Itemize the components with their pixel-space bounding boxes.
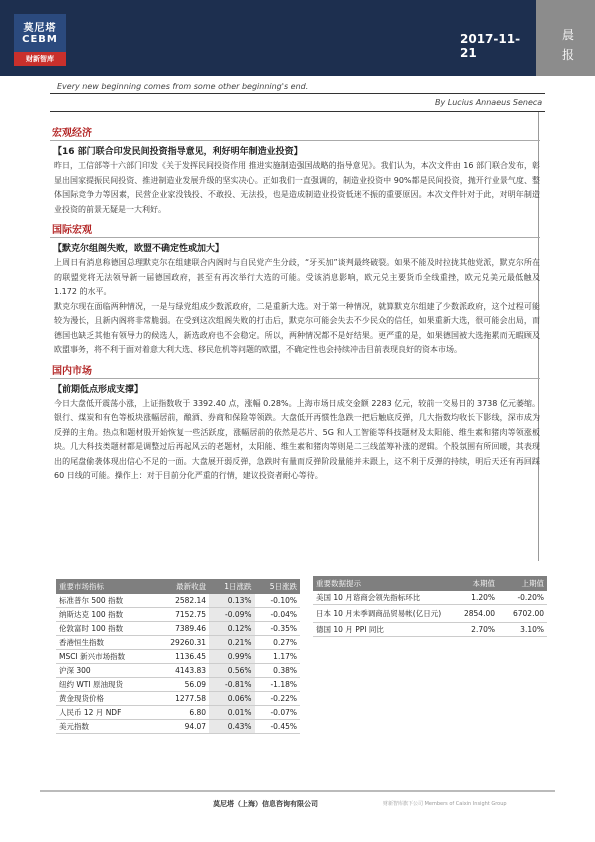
latest-close: 7152.75 xyxy=(152,608,209,622)
table-row xyxy=(56,594,300,608)
key-data-table xyxy=(313,576,547,637)
change-5d: -0.22% xyxy=(255,692,300,706)
change-1d: 0.99% xyxy=(209,650,254,664)
previous-value: 3.10% xyxy=(498,623,547,637)
column-header: 重要市场指标 xyxy=(56,579,152,594)
change-1d: -0.81% xyxy=(209,678,254,692)
table-row xyxy=(56,636,300,650)
column-header: 重要数据提示 xyxy=(313,576,449,591)
change-1d: 0.12% xyxy=(209,622,254,636)
latest-close: 94.07 xyxy=(152,720,209,734)
change-5d: -0.10% xyxy=(255,594,300,608)
change-1d: 0.21% xyxy=(209,636,254,650)
report-type-tab xyxy=(536,0,595,76)
section-subtitle: 【16 部门联合印发民间投资指导意见，利好明年制造业投资】 xyxy=(53,147,303,157)
data-item-name: 美国 10 月谘商会领先指标环比 xyxy=(313,591,449,605)
logo-subtitle: 财新智库 xyxy=(14,52,66,66)
report-body xyxy=(50,120,540,484)
change-5d: 0.27% xyxy=(255,636,300,650)
latest-close: 6.80 xyxy=(152,706,209,720)
section-paragraph: 上周日有消息称德国总理默克尔在组建联合内阁时与自民党产生分歧，“牙买加”谈判最终破裂。如果不能及时拉拢其他党派，默克尔所在的联盟党将无法领导新一届德国政府，甚至有再次举行大选的可能。受该消息影响，欧元兑主要货币全线重挫，欧元兑美元最低触及 1.172 的水平。 xyxy=(54,258,540,296)
table-row xyxy=(56,692,300,706)
latest-close: 29260.31 xyxy=(152,636,209,650)
table-row xyxy=(56,720,300,734)
section-title: 国内市场 xyxy=(50,360,540,379)
market-indicators-table xyxy=(56,579,300,734)
section-subtitle: 【默克尔组阁失败，欧盟不确定性或加大】 xyxy=(53,244,225,254)
change-5d: 0.38% xyxy=(255,664,300,678)
current-value: 2.70% xyxy=(449,623,498,637)
data-item-name: 德国 10 月 PPI 同比 xyxy=(313,623,449,637)
section-international xyxy=(50,219,540,358)
change-5d: 1.17% xyxy=(255,650,300,664)
indicator-name: MSCI 新兴市场指数 xyxy=(56,650,152,664)
table-row xyxy=(56,706,300,720)
motto-quote: Every new beginning comes from some other beginning's end. xyxy=(57,82,309,91)
column-header: 最新收盘 xyxy=(152,579,209,594)
table-row xyxy=(56,650,300,664)
section-domestic-market xyxy=(50,360,540,484)
table-row xyxy=(313,623,547,637)
change-5d: -0.45% xyxy=(255,720,300,734)
section-paragraph: 默克尔现在面临两种情况，一是与绿党组成少数派政府，二是重新大选。对于第一种情况，就算默克尔组建了少数派政府，这个过程可能较为漫长，且新内阁将非常脆弱。在受到这次组阁失败的打击后，默克尔可能会失去不少民众的信任，如果重新大选，很可能会出局，而德国也缺乏其他有领导力的候选人，新选政府也不会稳定。所以，两种情况都不是好结果。更严重的是，如果德国被大选拖累而无暇顾及欧盟事务，将不利于面对着意大利大选、移民危机等问题的欧盟，不确定性也会持续冲击目前表现良好的资本市场。 xyxy=(54,301,540,354)
table-header-row xyxy=(313,576,547,591)
section-paragraph: 昨日，工信部等十六部门印发《关于发挥民间投资作用 推进实施制造强国战略的指导意见》。我们认为，本次文件由 16 部门联合发布，彰显出国家提振民间投资、推进制造业发展升级的坚实决心。正如我们一直强调的，制造业投资中 90%都是民间投资，抛开行业景气度、整体国际竞争力等因素，民营企业家没钱投、不敢投、无法投，也是造成制造业投资低迷不振的重要原因。本次文件针对于此，对明年制造业投资的前景无疑是一大利好。 xyxy=(54,161,540,214)
indicator-name: 标准普尔 500 指数 xyxy=(56,594,152,608)
company-logo xyxy=(14,14,66,66)
table-row xyxy=(313,605,547,623)
latest-close: 4143.83 xyxy=(152,664,209,678)
footer-group-note: 财新智库旗下公司 Members of Caixin Insight Group xyxy=(383,801,507,807)
change-1d: 0.43% xyxy=(209,720,254,734)
latest-close: 7389.46 xyxy=(152,622,209,636)
column-header: 本期值 xyxy=(449,576,498,591)
logo-english-name: CEBM xyxy=(22,34,58,45)
change-1d: 0.56% xyxy=(209,664,254,678)
indicator-name: 人民币 12 月 NDF xyxy=(56,706,152,720)
report-date: 2017-11-21 xyxy=(460,32,521,60)
section-macro xyxy=(50,122,540,217)
section-subtitle: 【前期低点形成支撑】 xyxy=(53,384,144,395)
section-paragraph: 今日大盘低开震荡小涨，上证指数收于 3392.40 点，涨幅 0.28%。上海市场日成交金额 2283 亿元，较前一交易日的 3738 亿元萎缩。银行、煤炭和有色等板块涨幅居前，酿酒、券商和保险等领跌。大盘低开再惯性急跌一把后触底反弹，几大指数均收长下影线，深市成为反弹的主角。热点和题材股开始恢复一些活跃度，涨幅居前的依然是芯片、5G 和人工智能等科技题材及太阳能、维生素和猪肉等领涨板块。几大科技类题材都是调整过后再起风云的老题材，太阳能、维生素和猪肉等则是二三线蓝筹补涨的逻辑。个股氛围有所回暖，其表现出的尾盘偷袭体现出信心不足的一面。大盘展开弱反弹，急跌时有量而反弹阶段量能并未跟上，这不利于反弹的持续，明后天还有再回踩 60 日线的可能。操作上：对于目前分化严重的行情，建议投资者耐心等待。 xyxy=(54,398,540,480)
indicator-name: 美元指数 xyxy=(56,720,152,734)
change-1d: 0.13% xyxy=(209,594,254,608)
change-1d: 0.01% xyxy=(209,706,254,720)
indicator-name: 伦敦富时 100 指数 xyxy=(56,622,152,636)
indicator-name: 沪深 300 xyxy=(56,664,152,678)
change-1d: -0.09% xyxy=(209,608,254,622)
change-1d: 0.06% xyxy=(209,692,254,706)
motto-divider xyxy=(50,93,545,94)
report-type-char-2: 报 xyxy=(562,48,575,62)
table-row xyxy=(56,622,300,636)
report-type-char-1: 晨 xyxy=(562,28,575,42)
latest-close: 1277.58 xyxy=(152,692,209,706)
column-header: 上期值 xyxy=(498,576,547,591)
table-row xyxy=(56,608,300,622)
logo-chinese-name: 莫尼塔 xyxy=(23,23,57,34)
indicator-name: 纽约 WTI 原油现货 xyxy=(56,678,152,692)
section-title: 国际宏观 xyxy=(50,219,540,238)
current-value: 1.20% xyxy=(449,591,498,605)
footer-company: 莫尼塔（上海）信息咨询有限公司 xyxy=(213,800,318,808)
previous-value: -0.20% xyxy=(498,591,547,605)
change-5d: -1.18% xyxy=(255,678,300,692)
table-row xyxy=(56,664,300,678)
previous-value: 6702.00 xyxy=(498,605,547,623)
table-row xyxy=(313,591,547,605)
column-header: 5日涨跌 xyxy=(255,579,300,594)
column-header: 1日涨跌 xyxy=(209,579,254,594)
latest-close: 1136.45 xyxy=(152,650,209,664)
section-title: 宏观经济 xyxy=(50,122,540,141)
data-item-name: 日本 10 月未季调商品贸易帐(亿日元) xyxy=(313,605,449,623)
change-5d: -0.04% xyxy=(255,608,300,622)
table-header-row xyxy=(56,579,300,594)
latest-close: 56.09 xyxy=(152,678,209,692)
indicator-name: 香港恒生指数 xyxy=(56,636,152,650)
header-banner xyxy=(0,0,536,76)
table-row xyxy=(56,678,300,692)
current-value: 2854.00 xyxy=(449,605,498,623)
motto-author: By Lucius Annaeus Seneca xyxy=(435,98,543,107)
change-5d: -0.35% xyxy=(255,622,300,636)
footer-divider xyxy=(40,790,555,792)
change-5d: -0.07% xyxy=(255,706,300,720)
indicator-name: 黄金现货价格 xyxy=(56,692,152,706)
indicator-name: 纳斯达克 100 指数 xyxy=(56,608,152,622)
latest-close: 2582.14 xyxy=(152,594,209,608)
author-divider xyxy=(50,111,545,112)
